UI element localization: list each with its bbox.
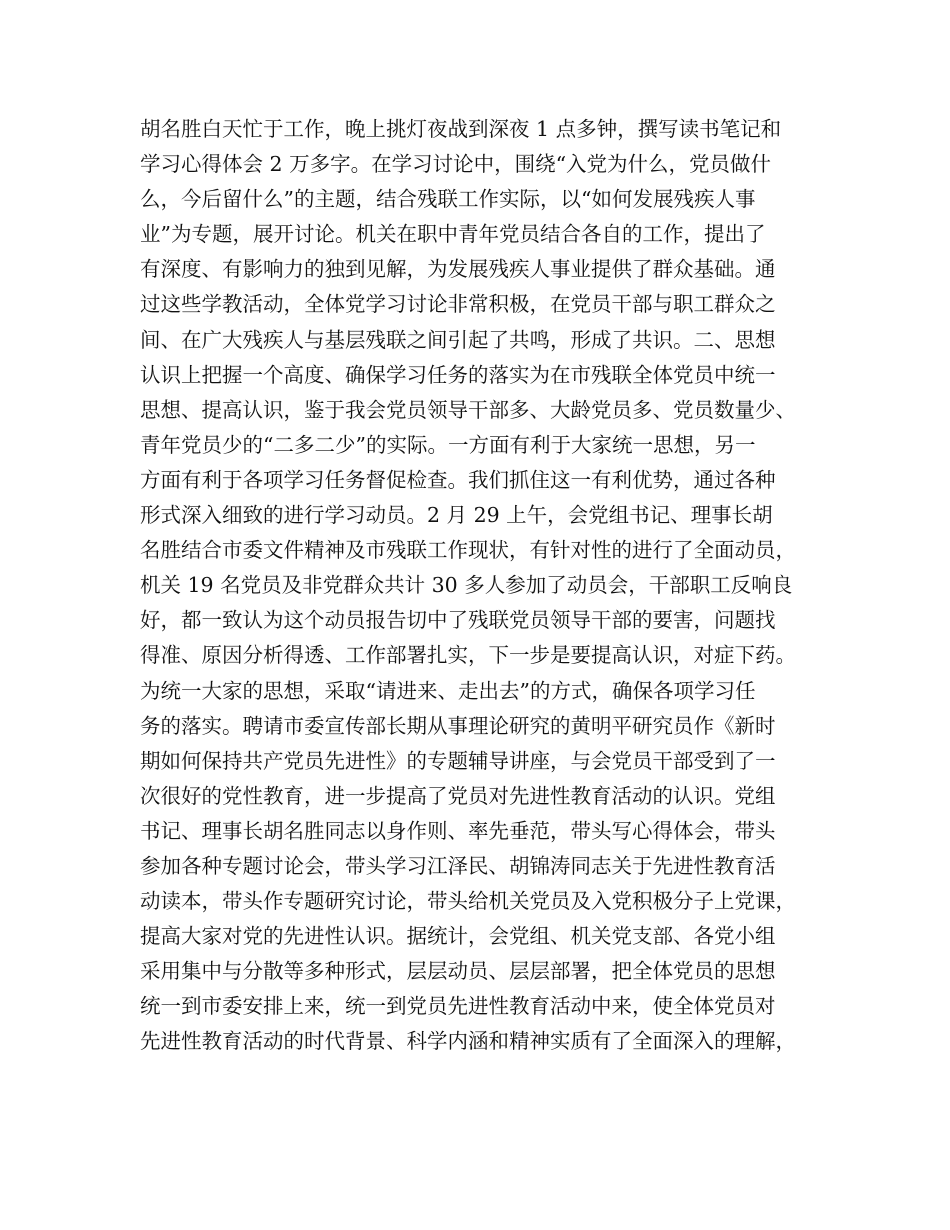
text-line: 机关 19 名党员及非党群众共计 30 多人参加了动员会，干部职工反响良 <box>140 573 793 598</box>
text-line: 胡名胜白天忙于工作，晚上挑灯夜战到深夜 1 点多钟，撰写读书笔记和 <box>140 117 782 141</box>
text-line: 青年党员少的“二多二少”的实际。一方面有利于大家统一思想，另一 <box>140 432 756 457</box>
text-line: 参加各种专题讨论会，带头学习江泽民、胡锦涛同志关于先进性教育活 <box>140 853 776 878</box>
text-line: 动读本，带头作专题研究讨论，带头给机关党员及入党积极分子上党课， <box>140 889 796 914</box>
text-line: 书记、理事长胡名胜同志以身作则、率先垂范，带头写心得体会，带头 <box>140 818 776 843</box>
text-line: 过这些学教活动，全体党学习讨论非常积极，在党员干部与职工群众之 <box>140 292 776 317</box>
text-line: 方面有利于各项学习任务督促检查。我们抓住这一有利优势，通过各种 <box>140 467 776 492</box>
text-line: 先进性教育活动的时代背景、科学内涵和精神实质有了全面深入的理解， <box>140 1029 796 1054</box>
text-line: 为统一大家的思想，采取“请进来、走出去”的方式，确保各项学习任 <box>140 678 756 703</box>
text-line: 学习心得体会 2 万多字。在学习讨论中，围绕“入党为什么，党员做什 <box>140 152 772 177</box>
text-line: 名胜结合市委文件精神及市残联工作现状，有针对性的进行了全面动员， <box>140 538 796 563</box>
text-line: 得准、原因分析得透、工作部署扎实，下一步是要提高认识，对症下药。 <box>140 643 796 668</box>
text-line: 务的落实。聘请市委宣传部长期从事理论研究的黄明平研究员作《新时 <box>140 713 776 738</box>
text-line: 思想、提高认识，鉴于我会党员领导干部多、大龄党员多、党员数量少、 <box>140 397 796 422</box>
text-line: 认识上把握一个高度、确保学习任务的落实为在市残联全体党员中统一 <box>140 362 776 387</box>
text-line: 么，今后留什么”的主题，结合残联工作实际，以“如何发展残疾人事 <box>140 187 756 212</box>
text-line: 有深度、有影响力的独到见解，为发展残疾人事业提供了群众基础。通 <box>140 257 776 282</box>
text-line: 统一到市委安排上来，统一到党员先进性教育活动中来，使全体党员对 <box>140 994 776 1019</box>
text-line: 形式深入细致的进行学习动员。2 月 29 上午，会党组书记、理事长胡 <box>140 503 773 528</box>
body-text <box>140 112 830 1060</box>
text-line: 业”为专题，展开讨论。机关在职中青年党员结合各自的工作，提出了 <box>140 222 766 247</box>
text-line: 好，都一致认为这个动员报告切中了残联党员领导干部的要害，问题找 <box>140 608 776 633</box>
text-line: 提高大家对党的先进性认识。据统计，会党组、机关党支部、各党小组 <box>140 924 776 949</box>
text-line: 期如何保持共产党员先进性》的专题辅导讲座，与会党员干部受到了一 <box>140 748 776 773</box>
text-line: 次很好的党性教育，进一步提高了党员对先进性教育活动的认识。党组 <box>140 783 776 808</box>
text-line: 采用集中与分散等多种形式，层层动员、层层部署，把全体党员的思想 <box>140 959 776 984</box>
text-line: 间、在广大残疾人与基层残联之间引起了共鸣，形成了共识。二、思想 <box>140 327 776 352</box>
